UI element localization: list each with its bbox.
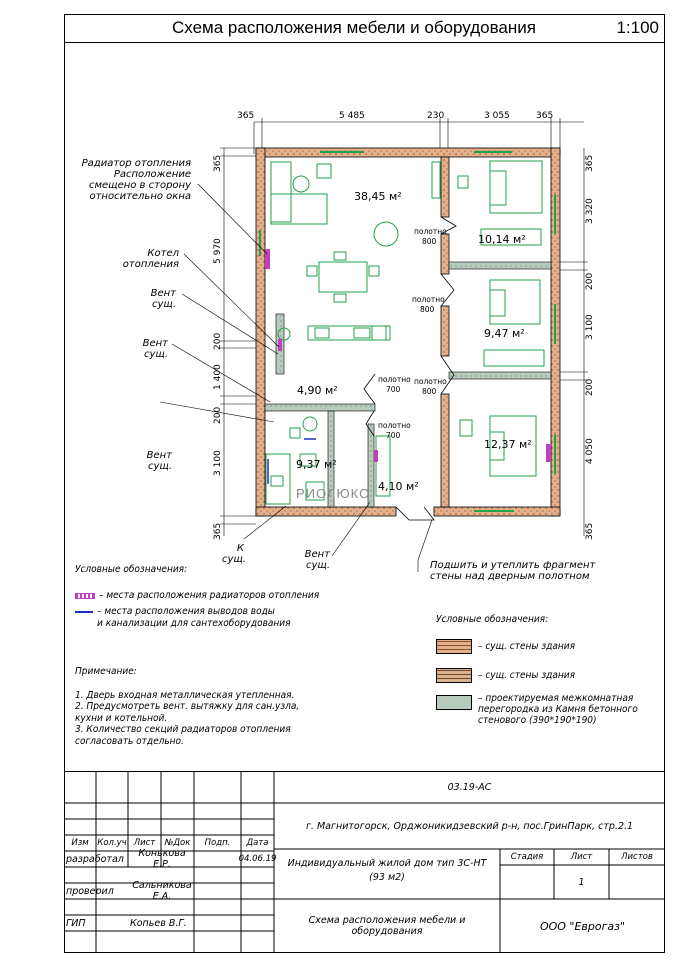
dim-right-365b: 365 bbox=[585, 522, 595, 540]
title-bar bbox=[64, 14, 665, 43]
object-name: Индивидуальный жилой дом тип 3С-НТ bbox=[287, 857, 487, 869]
legend-partition-1: – проектируемая межкомнатная bbox=[478, 693, 634, 704]
door-size-4: 800 bbox=[422, 387, 437, 396]
col-date: Дата bbox=[246, 838, 269, 848]
legend-water: – места расположения выводов воды bbox=[97, 606, 275, 617]
dim-right-4050: 4 050 bbox=[585, 438, 595, 464]
callout-vent1-2: сущ. bbox=[151, 299, 176, 310]
dim-right-365: 365 bbox=[585, 154, 595, 172]
callout-vent1-1: Вент bbox=[150, 288, 176, 299]
stage-label: Стадия bbox=[510, 852, 544, 862]
dim-left-365b: 365 bbox=[213, 522, 223, 540]
note-line: 2. Предусмотреть вент. вытяжку для сан.узла, bbox=[75, 701, 300, 712]
dim-top-230: 230 bbox=[427, 111, 445, 121]
callout-boiler-2: отопления bbox=[122, 259, 179, 270]
sheet-label: Лист bbox=[570, 852, 593, 862]
col-izm: Изм bbox=[71, 838, 89, 848]
role-developed: разработал bbox=[66, 853, 124, 865]
door-label-4: полотно bbox=[414, 377, 447, 386]
legend-left bbox=[75, 564, 375, 630]
dim-left-200: 200 bbox=[213, 332, 223, 350]
radiator-icon bbox=[546, 444, 551, 462]
legend-water-2: и канализации для сантехоборудования bbox=[97, 618, 291, 629]
callout-vent2-1: Вент bbox=[142, 338, 168, 349]
callout-vent4-1: Вент bbox=[304, 549, 330, 560]
dimension-lines bbox=[220, 118, 588, 536]
page-title: Схема расположения мебели и оборудования bbox=[172, 18, 536, 37]
water-legend-icon bbox=[75, 611, 93, 613]
project-address: г. Магнитогорск, Орджоникидзевский р-н, пос.ГринПарк, стр.2.1 bbox=[305, 820, 634, 832]
notes bbox=[75, 666, 365, 747]
legend-left-title: Условные обозначения: bbox=[75, 564, 188, 575]
legend-wall-1: – сущ. стены здания bbox=[478, 641, 576, 652]
scale-label: 1:100 bbox=[616, 18, 659, 37]
radiator-icon bbox=[265, 249, 270, 269]
dim-top-365: 365 bbox=[237, 111, 255, 121]
door-labels bbox=[378, 227, 447, 440]
door-label-3: полотно bbox=[378, 375, 411, 384]
legend-radiators: – места расположения радиаторов отопления bbox=[99, 590, 320, 601]
wall-note-2: стены над дверным полотном bbox=[430, 571, 590, 582]
sheet-number: 1 bbox=[578, 876, 585, 888]
room-area-bathroom: 9,37 м² bbox=[296, 458, 337, 471]
callout-boiler-1: Котел bbox=[147, 248, 179, 259]
col-kol-uch: Кол.уч bbox=[97, 838, 127, 848]
dim-right-200: 200 bbox=[585, 272, 595, 290]
radiator-icon bbox=[278, 339, 282, 351]
legend-partition-3: стенового (390*190*190) bbox=[478, 715, 597, 726]
door-label-5: полотно bbox=[378, 421, 411, 430]
room-area-bedroom-1: 10,14 м² bbox=[478, 233, 526, 246]
door-size-3: 700 bbox=[386, 385, 401, 394]
dim-left-1400: 1 400 bbox=[213, 364, 223, 390]
radiator-icon bbox=[374, 450, 378, 462]
role-checked: проверил bbox=[66, 885, 114, 897]
callout-k-1: К bbox=[236, 543, 244, 554]
dim-left-365: 365 bbox=[213, 154, 223, 172]
note-line: 3. Количество секций радиаторов отопления bbox=[75, 724, 291, 735]
brick-wall-swatch bbox=[436, 639, 472, 654]
room-area-living: 38,45 м² bbox=[354, 190, 402, 203]
radiators bbox=[265, 249, 551, 462]
legend-right bbox=[436, 614, 666, 726]
wall-swatch-2 bbox=[436, 668, 472, 683]
callout-vent4-2: сущ. bbox=[305, 560, 330, 571]
notes-title: Примечание: bbox=[75, 666, 137, 677]
drawing-name: Схема расположения мебели и оборудования bbox=[308, 915, 466, 937]
callout-radiator-2: Расположение bbox=[113, 169, 191, 180]
dim-right-200b: 200 bbox=[585, 378, 595, 396]
sheets-label: Листов bbox=[621, 852, 653, 862]
note-line: 1. Дверь входная металлическая утепленная. bbox=[75, 689, 295, 701]
object-area: (93 м2) bbox=[369, 871, 405, 883]
callout-radiator-4: относительно окна bbox=[89, 191, 191, 202]
dim-right-3100: 3 100 bbox=[585, 314, 595, 340]
callout-radiator-3: смещено в сторону bbox=[88, 180, 191, 191]
dim-top-365b: 365 bbox=[536, 111, 554, 121]
dim-left-200b: 200 bbox=[213, 406, 223, 424]
wall-note bbox=[430, 560, 597, 582]
col-list: Лист bbox=[133, 838, 156, 848]
col-podp: Подп. bbox=[204, 838, 231, 848]
door-size-2: 800 bbox=[420, 305, 435, 314]
dim-right-3320: 3 320 bbox=[585, 198, 595, 224]
name-developed: Конькова Е.Р. bbox=[138, 848, 186, 870]
callout-vent2-2: сущ. bbox=[143, 349, 168, 360]
partition-swatch bbox=[436, 695, 472, 710]
legend-partition-2: перегородка из Камня бетонного bbox=[478, 704, 638, 715]
legend-right-title: Условные обозначения: bbox=[436, 614, 549, 625]
room-area-bedroom-2: 9,47 м² bbox=[484, 327, 525, 340]
callout-radiator-1: Радиатор отопления bbox=[81, 158, 191, 169]
door-label-2: полотно bbox=[412, 295, 445, 304]
name-gip: Копьев В.Г. bbox=[130, 917, 187, 929]
legend-wall-2: – сущ. стены здания bbox=[478, 670, 576, 681]
drawing-code: 03.19-АС bbox=[447, 781, 492, 793]
col-doc: №Док bbox=[164, 838, 191, 848]
dim-left-5970: 5 970 bbox=[213, 238, 223, 264]
door-size-1: 800 bbox=[422, 237, 437, 246]
note-line: согласовать отдельно. bbox=[75, 735, 184, 747]
door-size-5: 700 bbox=[386, 431, 401, 440]
title-block bbox=[64, 771, 665, 953]
dim-left-3100: 3 100 bbox=[213, 450, 223, 476]
room-area-bedroom-3: 12,37 м² bbox=[484, 438, 532, 451]
role-gip: ГИП bbox=[66, 917, 86, 929]
dimension-labels bbox=[213, 111, 595, 540]
name-checked: Сальникова Е.А. bbox=[132, 880, 192, 902]
room-area-hall: 4,90 м² bbox=[297, 384, 338, 397]
dim-top-3055: 3 055 bbox=[484, 111, 510, 121]
callout-vent3-2: сущ. bbox=[147, 461, 172, 472]
watermark: РИОЛЮКС bbox=[296, 486, 370, 501]
note-line: кухни и котельной. bbox=[75, 712, 168, 724]
room-area-entry: 4,10 м² bbox=[378, 480, 419, 493]
door-label-1: полотно bbox=[414, 227, 447, 236]
radiator-legend-icon bbox=[75, 593, 95, 599]
callout-vent3-1: Вент bbox=[146, 450, 172, 461]
wall-note-1: Подшить и утеплить фрагмент bbox=[430, 560, 596, 571]
date-developed: 04.06.19 bbox=[238, 854, 277, 864]
callout-k-2: сущ. bbox=[221, 554, 246, 565]
company-name: ООО "Еврогаз" bbox=[539, 919, 626, 933]
dim-top-5485: 5 485 bbox=[339, 111, 365, 121]
